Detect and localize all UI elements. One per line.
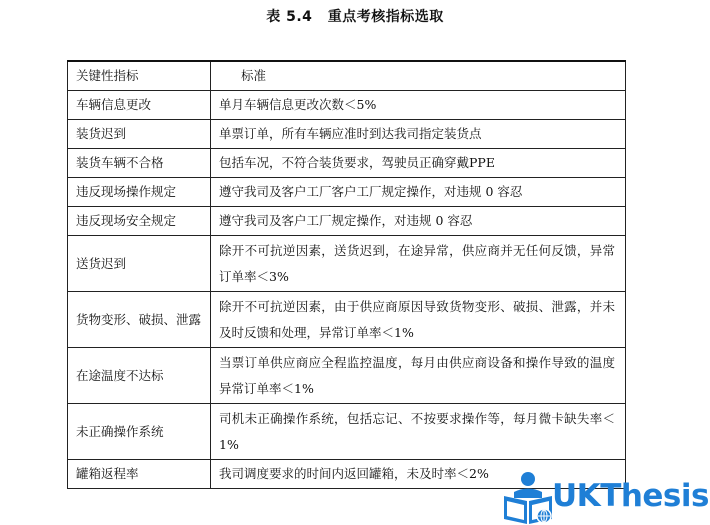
- indicator-cell: 送货迟到: [68, 236, 211, 292]
- table-caption: [0, 6, 710, 26]
- standard-cell: 单月车辆信息更改次数＜5%: [211, 91, 626, 120]
- table-row: [68, 91, 626, 120]
- table-row: [68, 236, 626, 292]
- reader-book-icon: [500, 470, 556, 525]
- table-row: [68, 120, 626, 149]
- header-standard: 标准: [211, 61, 626, 91]
- table-row: [68, 178, 626, 207]
- indicator-cell: 在途温度不达标: [68, 348, 211, 404]
- kpi-table: [67, 60, 626, 489]
- header-indicator: 关键性指标: [68, 61, 211, 91]
- indicator-cell: 违反现场安全规定: [68, 207, 211, 236]
- table-row: [68, 348, 626, 404]
- indicator-cell: 未正确操作系统: [68, 404, 211, 460]
- ukthesis-watermark: [500, 470, 710, 525]
- indicator-cell: 货物变形、破损、泄露: [68, 292, 211, 348]
- standard-cell: 除开不可抗逆因素，送货迟到，在途异常，供应商并无任何反馈，异常订单率＜3%: [211, 236, 626, 292]
- ukthesis-wordmark: UKThesis: [552, 478, 709, 514]
- table-row: [68, 149, 626, 178]
- table-row: [68, 404, 626, 460]
- table-row: [68, 292, 626, 348]
- indicator-cell: 违反现场操作规定: [68, 178, 211, 207]
- indicator-cell: 装货车辆不合格: [68, 149, 211, 178]
- standard-cell: 除开不可抗逆因素，由于供应商原因导致货物变形、破损、泄露，并未及时反馈和处理，异常订单率＜1%: [211, 292, 626, 348]
- table-title: 重点考核指标选取: [327, 9, 444, 25]
- indicator-cell: 装货迟到: [68, 120, 211, 149]
- table-header-row: [68, 61, 626, 91]
- standard-cell: 当票订单供应商应全程监控温度，每月由供应商设备和操作导致的温度异常订单率＜1%: [211, 348, 626, 404]
- table-number: 表 5.4: [266, 9, 313, 25]
- indicator-cell: 车辆信息更改: [68, 91, 211, 120]
- standard-cell: 司机未正确操作系统，包括忘记、不按要求操作等，每月微卡缺失率＜1%: [211, 404, 626, 460]
- standard-cell: 我司调度要求的时间内返回罐箱，未及时率＜2%: [211, 460, 626, 489]
- table-row: [68, 207, 626, 236]
- standard-cell: 包括车况，不符合装货要求，驾驶员正确穿戴PPE: [211, 149, 626, 178]
- standard-cell: 遵守我司及客户工厂规定操作，对违规 0 容忍: [211, 207, 626, 236]
- indicator-cell: 罐箱返程率: [68, 460, 211, 489]
- standard-cell: 单票订单，所有车辆应准时到达我司指定装货点: [211, 120, 626, 149]
- standard-cell: 遵守我司及客户工厂客户工厂规定操作，对违规 0 容忍: [211, 178, 626, 207]
